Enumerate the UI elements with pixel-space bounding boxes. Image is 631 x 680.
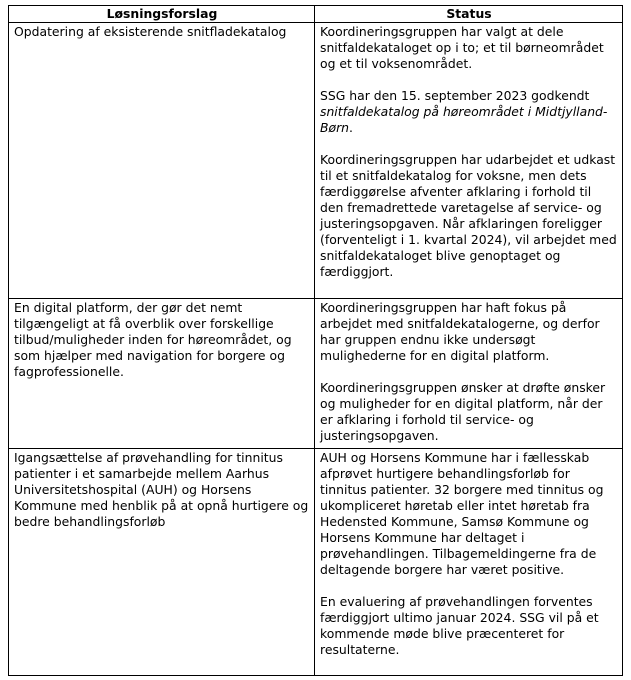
proposal-cell: [9, 23, 315, 299]
status-paragraph: AUH og Horsens Kommune har i fællesskab afprøvet hurtigere behandlingsforløb for tinnitus patienter. 32 borgere med tinnitus og ukompliceret høretab eller intet høretab fra Hedensted Kommune, Samsø Kommune og Horsens Kommune har deltaget i prøvehandlingen. Tilbagemeldingerne fra de deltagende borgere har været positive.: [320, 450, 604, 577]
status-italic-text: snitfaldekatalog på høreområdet i Midtjylland- Børn: [320, 104, 608, 135]
table-header-row: [9, 6, 623, 23]
proposal-text: Igangsættelse af prøvehandling for tinnitus patienter i et samarbejde mellem Aarhus Universitetshospital (AUH) og Horsens Kommune med henblik på at opnå hurtigere og bedre behandlingsforløb: [14, 450, 309, 529]
status-paragraph: Koordineringsgruppen ønsker at drøfte ønsker og muligheder for en digital platform, når der er afklaring i forhold til service- og justeringsopgaven.: [320, 380, 606, 443]
header-status: Status: [315, 6, 623, 23]
status-paragraph: En evaluering af prøvehandlingen forventes færdiggjort ultimo januar 2024. SSG vil på et kommende møde blive præcenteret for resultaterne.: [320, 594, 599, 657]
status-paragraph: [320, 88, 618, 136]
proposal-text: En digital platform, der gør det nemt tilgængeligt at få overblik over forskellige tilbud/muligheder inden for høreområdet, og som hjælper med navigation for borgere og fagprofessionelle.: [14, 300, 292, 379]
table-row: [9, 449, 623, 676]
status-paragraph: Koordineringsgruppen har haft fokus på arbejdet med snitfaldekatalogerne, og derfor har gruppen endnu ikke undersøgt mulighederne for en digital platform.: [320, 300, 600, 363]
status-paragraph: Koordineringsgruppen har valgt at dele snitfaldekataloget op i to; et til børneområdet og et til voksenområdet.: [320, 24, 604, 71]
proposal-cell: [9, 299, 315, 449]
table-row: [9, 299, 623, 449]
proposal-cell: [9, 449, 315, 676]
status-text: SSG har den 15. september 2023 godkendt: [320, 88, 590, 103]
proposal-text: Opdatering af eksisterende snitfladekatalog: [14, 24, 287, 39]
status-paragraph: Koordineringsgruppen har udarbejdet et udkast til et snitfaldekatalog for voksne, men dets færdiggørelse afventer afklaring i forhold til den fremadrettede varetagelse af service- og justeringsopgaven. Når afklaringen foreligger (forventeligt i 1. kvartal 2024), vil arbejdet med snitfaldekataloget blive genoptaget og færdiggjort.: [320, 152, 617, 279]
header-proposal: Løsningsforslag: [9, 6, 315, 23]
status-cell: [315, 449, 623, 676]
table-row: [9, 23, 623, 299]
proposal-status-table: [8, 5, 623, 676]
status-cell: [315, 299, 623, 449]
status-cell: [315, 23, 623, 299]
status-text: .: [349, 120, 353, 135]
